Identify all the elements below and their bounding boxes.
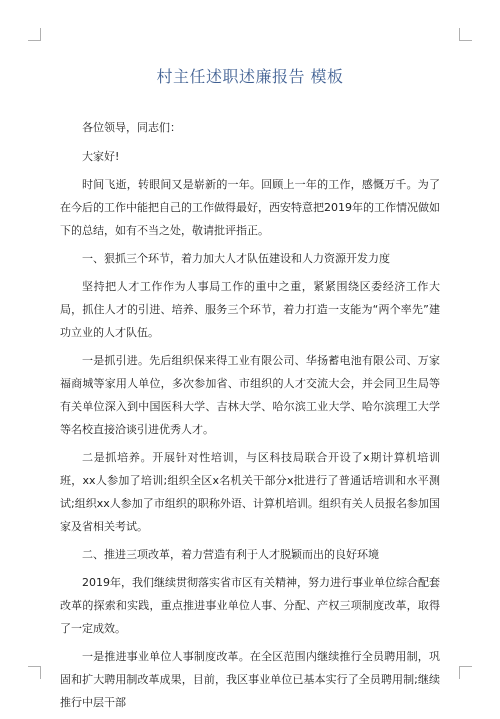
body-paragraph: 一是抓引进。先后组织保来得工业有限公司、华扬蓄电池有限公司、万家福商城等家用人单位，多次参加省、市组织的人才交流大会，并会同卫生局等有关单位深入到中国医科大学、吉林大学、哈尔滨工业大学、哈尔滨理工大学等名校直接洽谈引进优秀人才。 (60, 354, 440, 436)
crop-mark-top-left (28, 28, 41, 41)
crop-mark-bottom-left (28, 666, 41, 679)
body-paragraph: 一是推进事业单位人事制度改革。在全区范围内继续推行全员聘用制，巩固和扩大聘用制改革成果，目前，我区事业单位已基本实行了全员聘用制;继续推行中层干部 (60, 650, 440, 709)
crop-mark-top-right (459, 28, 472, 41)
document-title: 村主任述职述廉报告 模板 (156, 67, 344, 86)
greeting: 各位领导，同志们： (82, 121, 181, 134)
intro-paragraph: 时间飞逝，转眼间又是崭新的一年。回顾上一年的工作，感慨万千。为了在今后的工作中能把自己的工作做得最好，西安特意把2019年的工作情况做如下的总结，如有不当之处，敬请批评指正。 (60, 178, 440, 237)
salutation: 大家好! (82, 150, 120, 163)
body-paragraph: 二是抓培养。开展针对性培训，与区科技局联合开设了x期计算机培训班，xx人参加了培训;组织全区x名机关干部分x批进行了普通话培训和水平测试;组织xx人参加了市组织的职称外语、计算机培训。组织有关人员报名参加国家及省相关考试。 (60, 451, 440, 533)
crop-mark-bottom-right (459, 666, 472, 679)
document-body (60, 116, 440, 719)
section-heading-2: 二、推进三项改革，着力营造有利于人才脱颖而出的良好环境 (82, 548, 379, 561)
body-paragraph: 2019年，我们继续贯彻落实省市区有关精神，努力进行事业单位综合配套改革的探索和实践，重点推进事业单位人事、分配、产权三项制度改革，取得了一定成效。 (60, 576, 440, 635)
section-heading-1: 一、狠抓三个环节，着力加大人才队伍建设和人力资源开发力度 (82, 252, 390, 265)
body-paragraph: 坚持把人才工作作为人事局工作的重中之重，紧紧围绕区委经济工作大局，抓住人才的引进、培养、服务三个环节，着力打造一支能为“两个率先”建功立业的人才队伍。 (60, 280, 440, 339)
